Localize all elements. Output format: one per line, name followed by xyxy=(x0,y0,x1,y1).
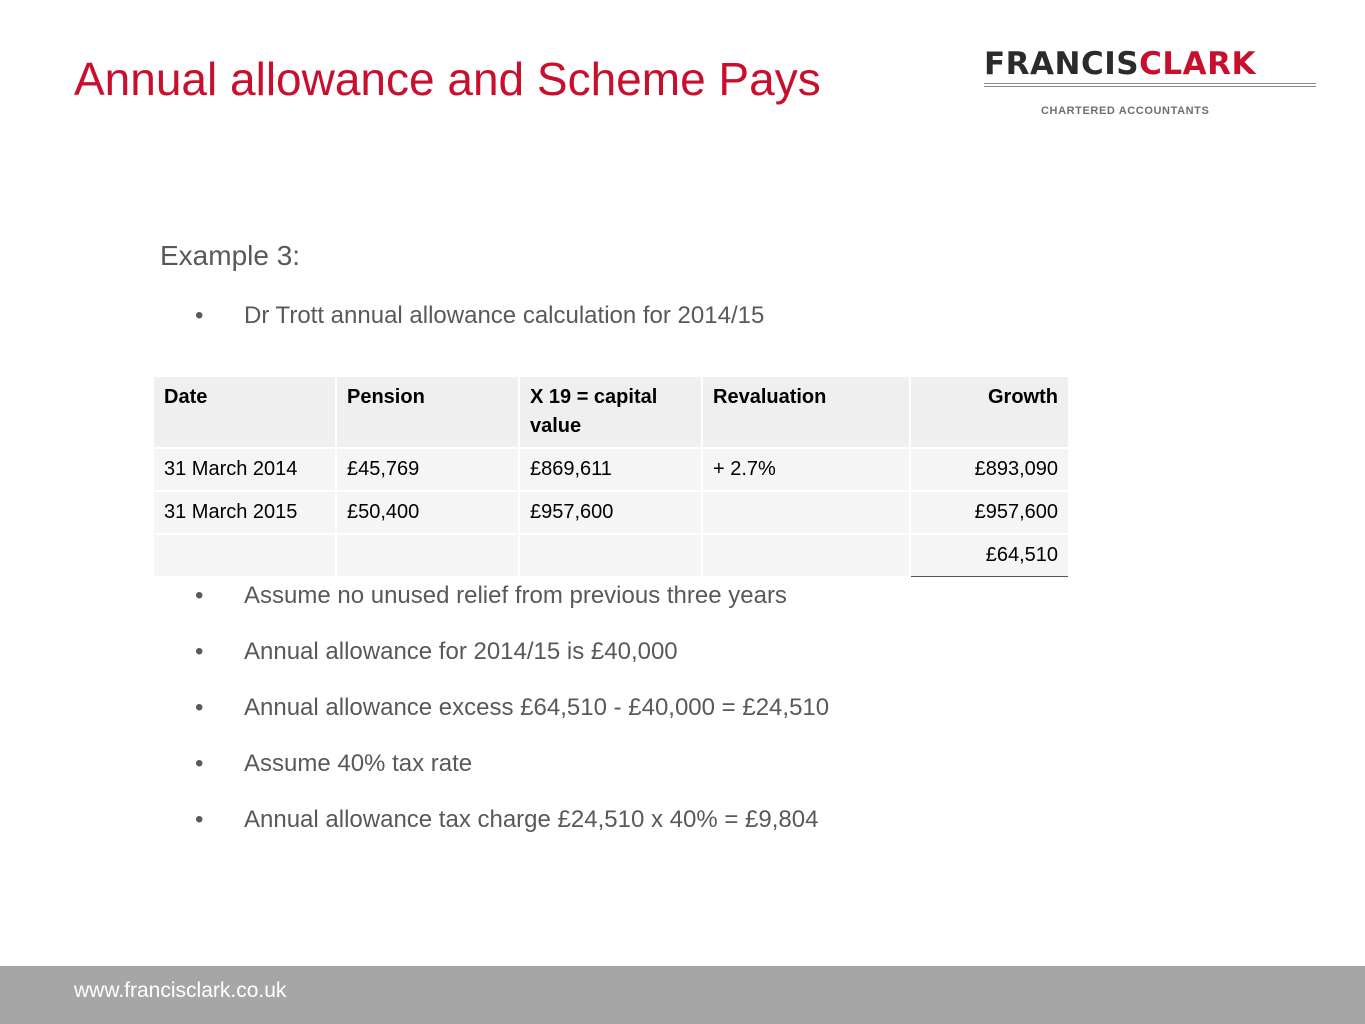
bullet-text: Assume no unused relief from previous three years xyxy=(244,582,787,609)
table-row xyxy=(154,448,1069,491)
bullet-dot: • xyxy=(195,694,204,721)
table-row xyxy=(154,491,1069,534)
header-revaluation: Revaluation xyxy=(702,377,910,448)
bullet-text: Dr Trott annual allowance calculation for 2014/15 xyxy=(244,302,765,329)
bullet-text: Annual allowance for 2014/15 is £40,000 xyxy=(244,638,678,665)
table-total-row xyxy=(154,534,1069,577)
cell-pension: £45,769 xyxy=(336,448,519,491)
logo-rule-bottom xyxy=(984,86,1316,87)
cell-revaluation: + 2.7% xyxy=(702,448,910,491)
bullet-dot: • xyxy=(195,750,204,777)
bullet-text: Annual allowance excess £64,510 - £40,000 = £24,510 xyxy=(244,694,830,721)
cell-capital-value xyxy=(519,534,702,577)
annual-allowance-table xyxy=(154,377,1070,578)
cell-pension xyxy=(336,534,519,577)
table-header-row xyxy=(154,377,1069,448)
logo-word-clark: CLARK xyxy=(1139,46,1256,82)
cell-date: 31 March 2015 xyxy=(154,491,336,534)
cell-date xyxy=(154,534,336,577)
bullet-dot: • xyxy=(195,806,204,833)
slide-title: Annual allowance and Scheme Pays xyxy=(74,53,821,105)
logo-rule-top xyxy=(984,83,1316,84)
bullet-dot: • xyxy=(195,582,204,609)
header-capital-value: X 19 = capital value xyxy=(519,377,702,448)
cell-growth-total: £64,510 xyxy=(910,534,1069,577)
footer-website-link[interactable]: www.francisclark.co.uk xyxy=(74,979,287,1002)
cell-capital-value: £957,600 xyxy=(519,491,702,534)
header-growth: Growth xyxy=(910,377,1069,448)
cell-growth: £893,090 xyxy=(910,448,1069,491)
bullet-text: Assume 40% tax rate xyxy=(244,750,473,777)
header-date: Date xyxy=(154,377,336,448)
cell-growth: £957,600 xyxy=(910,491,1069,534)
cell-revaluation xyxy=(702,534,910,577)
footer-bar xyxy=(0,966,1365,1024)
header-pension: Pension xyxy=(336,377,519,448)
cell-date: 31 March 2014 xyxy=(154,448,336,491)
example-heading: Example 3: xyxy=(160,240,301,271)
cell-pension: £50,400 xyxy=(336,491,519,534)
cell-revaluation xyxy=(702,491,910,534)
francis-clark-logo xyxy=(984,48,1316,120)
cell-capital-value: £869,611 xyxy=(519,448,702,491)
bullet-dot: • xyxy=(195,302,204,329)
logo-tagline: CHARTERED ACCOUNTANTS xyxy=(1041,105,1210,117)
logo-word-francis: FRANCIS xyxy=(984,46,1140,82)
logo-wordmark xyxy=(984,48,1256,80)
bullet-text: Annual allowance tax charge £24,510 x 40% = £9,804 xyxy=(244,806,819,833)
bullet-dot: • xyxy=(195,638,204,665)
